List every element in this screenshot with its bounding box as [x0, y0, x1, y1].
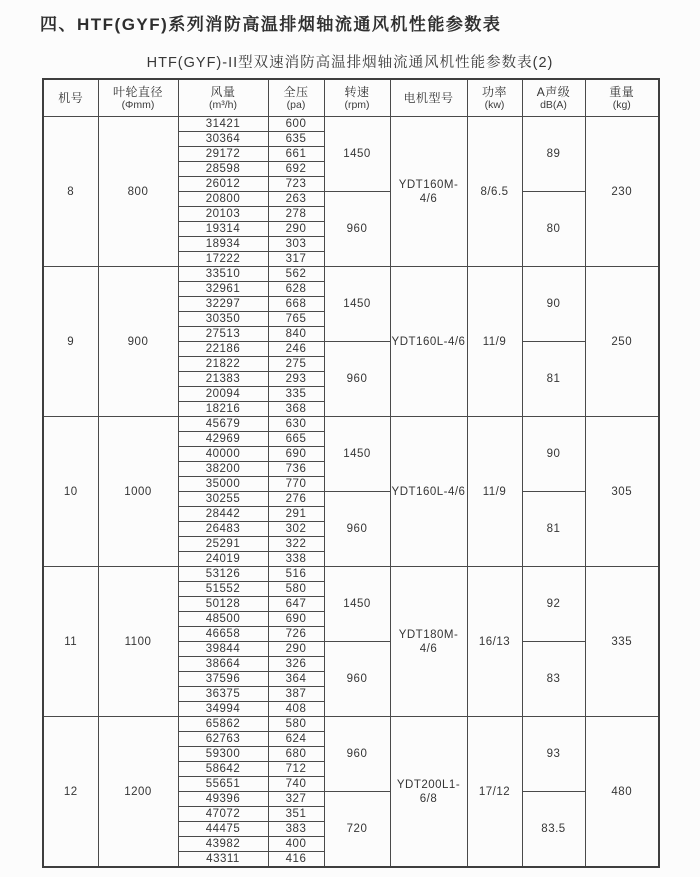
weight-cell: 230 [585, 117, 659, 267]
total-pressure-cell: 416 [268, 852, 324, 868]
air-volume-cell: 50128 [178, 597, 268, 612]
air-volume-cell: 39844 [178, 642, 268, 657]
total-pressure-cell: 736 [268, 462, 324, 477]
column-header-name: 转速 [344, 85, 370, 99]
table-header [43, 79, 659, 117]
power-cell: 8/6.5 [467, 117, 522, 267]
column-header-name: 风量 [210, 85, 236, 99]
air-volume-cell: 30255 [178, 492, 268, 507]
column-header-unit: dB(A) [540, 99, 567, 111]
total-pressure-cell: 317 [268, 252, 324, 267]
column-header-unit: (kg) [612, 99, 631, 111]
table-subtitle: HTF(GYF)-II型双速消防高温排烟轴流通风机性能参数表(2) [146, 55, 554, 71]
fan-performance-table [42, 78, 660, 868]
speed-cell: 1450 [324, 417, 390, 492]
total-pressure-cell: 635 [268, 132, 324, 147]
total-pressure-cell: 278 [268, 207, 324, 222]
air-volume-cell: 51552 [178, 582, 268, 597]
air-volume-cell: 32961 [178, 282, 268, 297]
noise-level-cell: 89 [522, 117, 585, 192]
air-volume-cell: 20800 [178, 192, 268, 207]
model-no-cell: 10 [43, 417, 98, 567]
column-header-name: 叶轮直径 [112, 85, 163, 99]
total-pressure-cell: 293 [268, 372, 324, 387]
noise-level-cell: 90 [522, 267, 585, 342]
total-pressure-cell: 628 [268, 282, 324, 297]
impeller-diameter-cell: 1000 [98, 417, 178, 567]
table-body [43, 117, 659, 868]
column-header-2 [178, 79, 268, 117]
total-pressure-cell: 840 [268, 327, 324, 342]
motor-model-cell: YDT200L1-6/8 [390, 717, 467, 868]
column-header-name: A声级 [536, 85, 571, 99]
total-pressure-cell: 740 [268, 777, 324, 792]
air-volume-cell: 48500 [178, 612, 268, 627]
power-cell: 16/13 [467, 567, 522, 717]
total-pressure-cell: 692 [268, 162, 324, 177]
air-volume-cell: 21383 [178, 372, 268, 387]
motor-model-cell: YDT160L-4/6 [390, 267, 467, 417]
total-pressure-cell: 712 [268, 762, 324, 777]
total-pressure-cell: 647 [268, 597, 324, 612]
weight-cell: 305 [585, 417, 659, 567]
total-pressure-cell: 680 [268, 747, 324, 762]
column-header-name: 功率 [481, 85, 507, 99]
table-row [43, 417, 659, 432]
air-volume-cell: 43311 [178, 852, 268, 868]
model-no-cell: 11 [43, 567, 98, 717]
column-header-8 [585, 79, 659, 117]
air-volume-cell: 34994 [178, 702, 268, 717]
noise-level-cell: 80 [522, 192, 585, 267]
model-no-cell: 9 [43, 267, 98, 417]
noise-level-cell: 83.5 [522, 792, 585, 868]
total-pressure-cell: 408 [268, 702, 324, 717]
air-volume-cell: 22186 [178, 342, 268, 357]
total-pressure-cell: 275 [268, 357, 324, 372]
total-pressure-cell: 661 [268, 147, 324, 162]
air-volume-cell: 28598 [178, 162, 268, 177]
total-pressure-cell: 668 [268, 297, 324, 312]
air-volume-cell: 36375 [178, 687, 268, 702]
noise-level-cell: 81 [522, 492, 585, 567]
total-pressure-cell: 400 [268, 837, 324, 852]
air-volume-cell: 19314 [178, 222, 268, 237]
speed-cell: 960 [324, 492, 390, 567]
motor-model-cell: YDT160L-4/6 [390, 417, 467, 567]
power-cell: 11/9 [467, 417, 522, 567]
air-volume-cell: 35000 [178, 477, 268, 492]
air-volume-cell: 18216 [178, 402, 268, 417]
total-pressure-cell: 690 [268, 447, 324, 462]
total-pressure-cell: 580 [268, 717, 324, 732]
total-pressure-cell: 351 [268, 807, 324, 822]
air-volume-cell: 49396 [178, 792, 268, 807]
total-pressure-cell: 665 [268, 432, 324, 447]
weight-cell: 250 [585, 267, 659, 417]
air-volume-cell: 21822 [178, 357, 268, 372]
column-header-unit: (kw) [484, 99, 505, 111]
air-volume-cell: 58642 [178, 762, 268, 777]
column-header-5 [390, 79, 467, 117]
total-pressure-cell: 326 [268, 657, 324, 672]
air-volume-cell: 30364 [178, 132, 268, 147]
column-header-0 [43, 79, 98, 117]
column-header-7 [522, 79, 585, 117]
motor-model-cell: YDT180M-4/6 [390, 567, 467, 717]
weight-cell: 335 [585, 567, 659, 717]
speed-cell: 1450 [324, 267, 390, 342]
air-volume-cell: 55651 [178, 777, 268, 792]
column-header-name: 电机型号 [403, 91, 454, 105]
air-volume-cell: 27513 [178, 327, 268, 342]
air-volume-cell: 38664 [178, 657, 268, 672]
air-volume-cell: 46658 [178, 627, 268, 642]
total-pressure-cell: 580 [268, 582, 324, 597]
table-row [43, 117, 659, 132]
total-pressure-cell: 338 [268, 552, 324, 567]
column-header-1 [98, 79, 178, 117]
air-volume-cell: 40000 [178, 447, 268, 462]
air-volume-cell: 47072 [178, 807, 268, 822]
column-header-name: 全压 [283, 85, 309, 99]
noise-level-cell: 92 [522, 567, 585, 642]
noise-level-cell: 90 [522, 417, 585, 492]
power-cell: 11/9 [467, 267, 522, 417]
air-volume-cell: 42969 [178, 432, 268, 447]
total-pressure-cell: 600 [268, 117, 324, 132]
air-volume-cell: 45679 [178, 417, 268, 432]
air-volume-cell: 20094 [178, 387, 268, 402]
air-volume-cell: 62763 [178, 732, 268, 747]
air-volume-cell: 44475 [178, 822, 268, 837]
total-pressure-cell: 726 [268, 627, 324, 642]
column-header-4 [324, 79, 390, 117]
column-header-6 [467, 79, 522, 117]
total-pressure-cell: 335 [268, 387, 324, 402]
noise-level-cell: 81 [522, 342, 585, 417]
total-pressure-cell: 383 [268, 822, 324, 837]
air-volume-cell: 29172 [178, 147, 268, 162]
total-pressure-cell: 387 [268, 687, 324, 702]
air-volume-cell: 33510 [178, 267, 268, 282]
total-pressure-cell: 246 [268, 342, 324, 357]
column-header-name: 机号 [58, 91, 84, 105]
total-pressure-cell: 302 [268, 522, 324, 537]
motor-model-cell: YDT160M-4/6 [390, 117, 467, 267]
air-volume-cell: 17222 [178, 252, 268, 267]
model-no-cell: 8 [43, 117, 98, 267]
total-pressure-cell: 770 [268, 477, 324, 492]
table-row [43, 267, 659, 282]
total-pressure-cell: 624 [268, 732, 324, 747]
speed-cell: 1450 [324, 567, 390, 642]
power-cell: 17/12 [467, 717, 522, 868]
column-header-unit: (rpm) [344, 99, 370, 111]
air-volume-cell: 59300 [178, 747, 268, 762]
total-pressure-cell: 516 [268, 567, 324, 582]
total-pressure-cell: 562 [268, 267, 324, 282]
air-volume-cell: 18934 [178, 237, 268, 252]
speed-cell: 960 [324, 342, 390, 417]
air-volume-cell: 31421 [178, 117, 268, 132]
impeller-diameter-cell: 1100 [98, 567, 178, 717]
air-volume-cell: 30350 [178, 312, 268, 327]
page-title: 四、HTF(GYF)系列消防高温排烟轴流通风机性能参数表 [40, 15, 502, 34]
total-pressure-cell: 630 [268, 417, 324, 432]
total-pressure-cell: 303 [268, 237, 324, 252]
noise-level-cell: 83 [522, 642, 585, 717]
air-volume-cell: 53126 [178, 567, 268, 582]
air-volume-cell: 37596 [178, 672, 268, 687]
speed-cell: 1450 [324, 117, 390, 192]
total-pressure-cell: 276 [268, 492, 324, 507]
total-pressure-cell: 327 [268, 792, 324, 807]
air-volume-cell: 43982 [178, 837, 268, 852]
column-header-unit: (Φmm) [121, 99, 155, 111]
air-volume-cell: 32297 [178, 297, 268, 312]
speed-cell: 960 [324, 717, 390, 792]
total-pressure-cell: 368 [268, 402, 324, 417]
column-header-unit: (m³/h) [209, 99, 237, 111]
model-no-cell: 12 [43, 717, 98, 868]
total-pressure-cell: 290 [268, 642, 324, 657]
total-pressure-cell: 263 [268, 192, 324, 207]
column-header-name: 重量 [609, 85, 635, 99]
impeller-diameter-cell: 1200 [98, 717, 178, 868]
speed-cell: 960 [324, 642, 390, 717]
air-volume-cell: 28442 [178, 507, 268, 522]
header-row [43, 79, 659, 117]
total-pressure-cell: 291 [268, 507, 324, 522]
air-volume-cell: 65862 [178, 717, 268, 732]
total-pressure-cell: 765 [268, 312, 324, 327]
speed-cell: 960 [324, 192, 390, 267]
air-volume-cell: 26012 [178, 177, 268, 192]
total-pressure-cell: 723 [268, 177, 324, 192]
air-volume-cell: 24019 [178, 552, 268, 567]
impeller-diameter-cell: 800 [98, 117, 178, 267]
air-volume-cell: 25291 [178, 537, 268, 552]
total-pressure-cell: 322 [268, 537, 324, 552]
column-header-unit: (pa) [286, 99, 306, 111]
table-row [43, 717, 659, 732]
weight-cell: 480 [585, 717, 659, 868]
air-volume-cell: 26483 [178, 522, 268, 537]
air-volume-cell: 38200 [178, 462, 268, 477]
column-header-3 [268, 79, 324, 117]
noise-level-cell: 93 [522, 717, 585, 792]
total-pressure-cell: 364 [268, 672, 324, 687]
total-pressure-cell: 290 [268, 222, 324, 237]
impeller-diameter-cell: 900 [98, 267, 178, 417]
air-volume-cell: 20103 [178, 207, 268, 222]
total-pressure-cell: 690 [268, 612, 324, 627]
table-row [43, 567, 659, 582]
speed-cell: 720 [324, 792, 390, 868]
